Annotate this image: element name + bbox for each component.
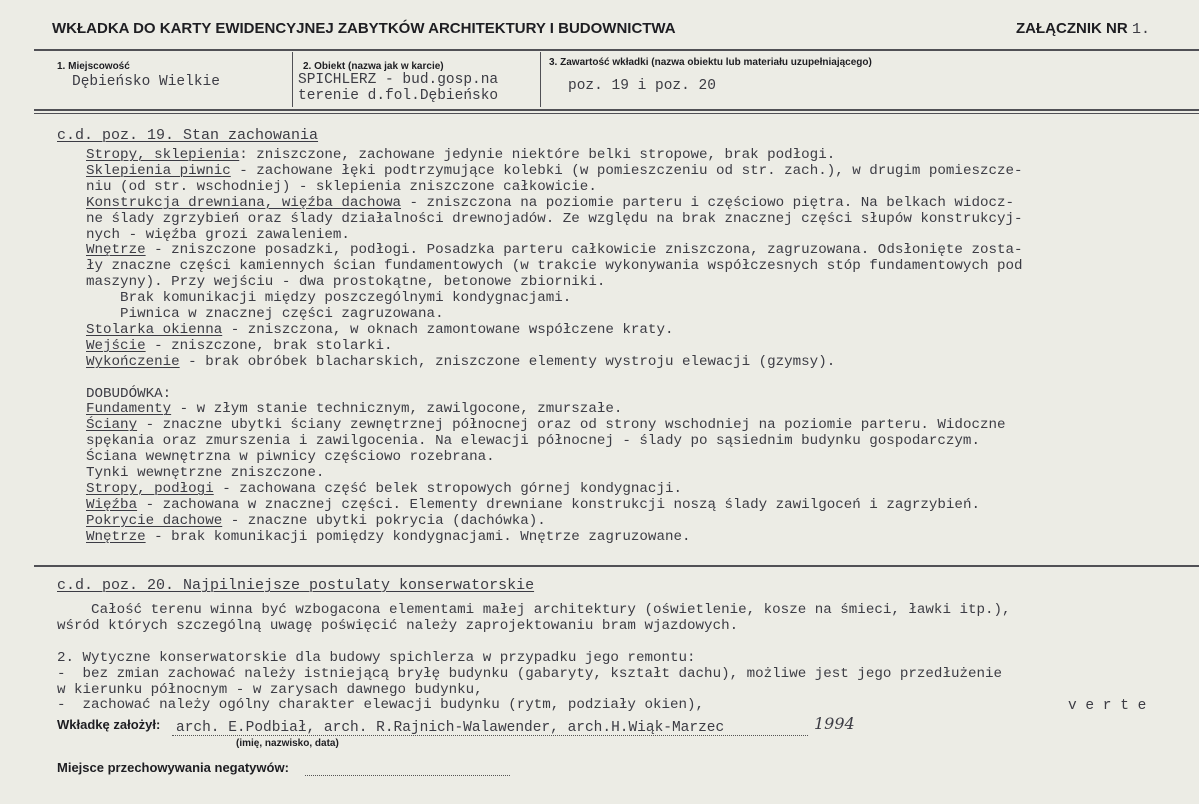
section19-text: : zniszczone, zachowane jedynie niektóre belki stropowe, brak podłogi. [239, 147, 836, 163]
section-divider [34, 565, 1199, 567]
section19-text: maszyny). Przy wejściu - dwa prostokątne, betonowe zbiorniki. [86, 274, 606, 291]
section19-text: - brak obróbek blacharskich, zniszczone elementy wystroju elewacji (gzymsy). [179, 353, 836, 370]
section19-text: ne ślady zgrzybień oraz ślady działalności drewnojadów. Ze względu na brak znacznej części słupów konstrukcyj- [86, 210, 1023, 227]
section19-term: Stropy, sklepienia [86, 147, 240, 163]
section20-line: wśród których szczególną uwagę poświęcić należy zaprojektowaniu bram wjazdowych. [57, 617, 739, 634]
section19-term: Wnętrze [86, 242, 146, 259]
section19-term: Wejście [86, 337, 146, 354]
section19-term: Wnętrze [86, 528, 146, 545]
section20-line: - zachować należy ogólny charakter elewacji budynku (rytm, podziały okien), [57, 697, 705, 714]
section19-line [86, 339, 393, 354]
section19-line [86, 148, 835, 163]
section20-line: Całość terenu winna być wzbogacona elementami małej architektury (oświetlenie, kosze na śmieci, ławki itp.), [57, 602, 1011, 618]
section19-text: Brak komunikacji między poszczególnymi kondygnacjami. [86, 290, 572, 307]
section19-line [86, 196, 1014, 211]
section19-text: - znaczne ubytki ściany zewnętrznej północnej oraz od strony wschodniej na poziomie parteru. Widoczne [137, 417, 1006, 434]
fields-bottom-rule-2 [34, 113, 1199, 114]
section19-term: Stropy, podłogi [86, 480, 214, 497]
verte-note: v e r t e [1068, 698, 1147, 714]
locality-value: Dębieńsko Wielkie [72, 74, 220, 90]
section19-term: Więźba [86, 496, 138, 513]
section19-line [86, 514, 546, 529]
section19-text: - brak komunikacji pomiędzy kondygnacjami. Wnętrze zagruzowane. [145, 528, 691, 545]
section19-text: - zniszczone, brak stolarki. [145, 337, 393, 354]
section19-line [86, 228, 350, 243]
section19-line [86, 355, 835, 370]
section19-text: - zachowana część belek stropowych górnej kondygnacji. [213, 480, 682, 497]
authors-value: arch. E.Podbiał, arch. R.Rajnich-Walawender, arch.H.Wiąk-Marzec [176, 720, 725, 736]
section19-line [86, 275, 605, 290]
author-hint: (imię, nazwisko, data) [236, 738, 339, 749]
section19-text: Tynki wewnętrzne zniszczone. [86, 465, 325, 481]
negatives-underline [305, 775, 510, 776]
section19-line [86, 434, 980, 449]
field-divider-2 [540, 52, 541, 107]
section19-text: - zniszczone posadzki, podłogi. Posadzka parteru całkowicie zniszczona, zagruzowana. Odsłonięte zosta- [145, 242, 1023, 259]
negatives-label: Miejsce przechowywania negatywów: [57, 760, 289, 775]
annex-number: 1. [1132, 21, 1151, 38]
form-title: WKŁADKA DO KARTY EWIDENCYJNEJ ZABYTKÓW ARCHITEKTURY I BUDOWNICTWA [52, 20, 676, 37]
section19-text: spękania oraz zmurszenia i zawilgocenia. Na elewacji północnej - ślady po sąsiednim budynku gospodarczym. [86, 433, 980, 450]
section19-text: ły znaczne części kamiennych ścian fundamentowych (w trakcie wykonywania współczesnych stóp fundamentowych pod [86, 258, 1023, 275]
section19-text: nych - więźba grozi zawaleniem. [86, 226, 350, 243]
section20-line: w kierunku północnym - w zarysach dawnego budynku, [57, 681, 483, 698]
section19-line [86, 212, 1023, 227]
section19-line [86, 307, 444, 322]
section19-line [86, 180, 597, 195]
section19-line [86, 259, 1023, 274]
annex-label: ZAŁĄCZNIK NR [1016, 20, 1128, 37]
section19-line [86, 291, 571, 306]
section20-line: - bez zmian zachować należy istniejącą bryłę budynku (gabaryty, kształt dachu), możliwe jest jego przedłużenie [57, 665, 1003, 682]
top-rule [34, 49, 1199, 51]
section19-line [86, 466, 324, 481]
section19-line [86, 387, 171, 402]
section19-line [86, 450, 495, 465]
object-label: 2. Obiekt (nazwa jak w karcie) [303, 61, 444, 72]
locality-label: 1. Miejscowość [57, 61, 130, 72]
section19-line [86, 498, 980, 513]
section19-text: - zniszczona, w oknach zamontowane współczene kraty. [222, 321, 674, 338]
section19-text: Ściana wewnętrzna w piwnicy częściowo rozebrana. [86, 449, 495, 466]
section19-term: Fundamenty [86, 401, 172, 418]
content-value: poz. 19 i poz. 20 [568, 78, 716, 94]
section19-line [86, 243, 1023, 258]
section19-line [86, 530, 691, 545]
section19-line [86, 418, 1006, 433]
section20-line: 2. Wytyczne konserwatorskie dla budowy spichlerza w przypadku jego remontu: [57, 649, 696, 666]
section19-line [86, 164, 1023, 179]
object-value-line1: SPICHLERZ - bud.gosp.na [298, 72, 499, 88]
section19-term: Sklepienia piwnic [86, 162, 231, 179]
section19-term: Stolarka okienna [86, 321, 223, 338]
author-underline [172, 735, 808, 736]
content-label: 3. Zawartość wkładki (nazwa obiektu lub materiału uzupełniającego) [549, 57, 872, 68]
section19-text: - zniszczona na poziomie parteru i częściowo piętra. Na belkach widocz- [401, 194, 1015, 211]
section19-heading: c.d. poz. 19. Stan zachowania [57, 127, 319, 144]
section19-term: Pokrycie dachowe [86, 512, 223, 529]
section19-term: Konstrukcja drewniana, więźba dachowa [86, 194, 402, 211]
year-value: 1994 [814, 714, 855, 733]
section19-line [86, 402, 622, 417]
section19-term: Ściany [86, 417, 138, 434]
object-value-line2: terenie d.fol.Dębieńsko [298, 88, 499, 104]
section19-text: niu (od str. wschodniej) - sklepienia zniszczone całkowicie. [86, 178, 597, 195]
field-divider-1 [292, 52, 293, 107]
section19-line [86, 323, 673, 338]
fields-bottom-rule [34, 109, 1199, 111]
section20-heading: c.d. poz. 20. Najpilniejsze postulaty konserwatorskie [57, 577, 535, 594]
section19-text: DOBUDÓWKA: [86, 385, 172, 402]
section19-term: Wykończenie [86, 353, 180, 370]
section19-text: Piwnica w znacznej części zagruzowana. [86, 306, 444, 322]
section19-text: - znaczne ubytki pokrycia (dachówka). [222, 512, 546, 529]
author-label: Wkładkę założył: [57, 717, 161, 732]
section19-text: - zachowane łęki podtrzymujące kolebki (w pomieszczeniu od str. zach.), w drugim pomieszcze- [230, 162, 1023, 179]
section19-text: - zachowana w znacznej części. Elementy drewniane konstrukcji noszą ślady zawilgoceń i zagrzybień. [137, 496, 980, 513]
section19-text: - w złym stanie technicznym, zawilgocone, zmurszałe. [171, 401, 623, 418]
section19-line [86, 482, 682, 497]
